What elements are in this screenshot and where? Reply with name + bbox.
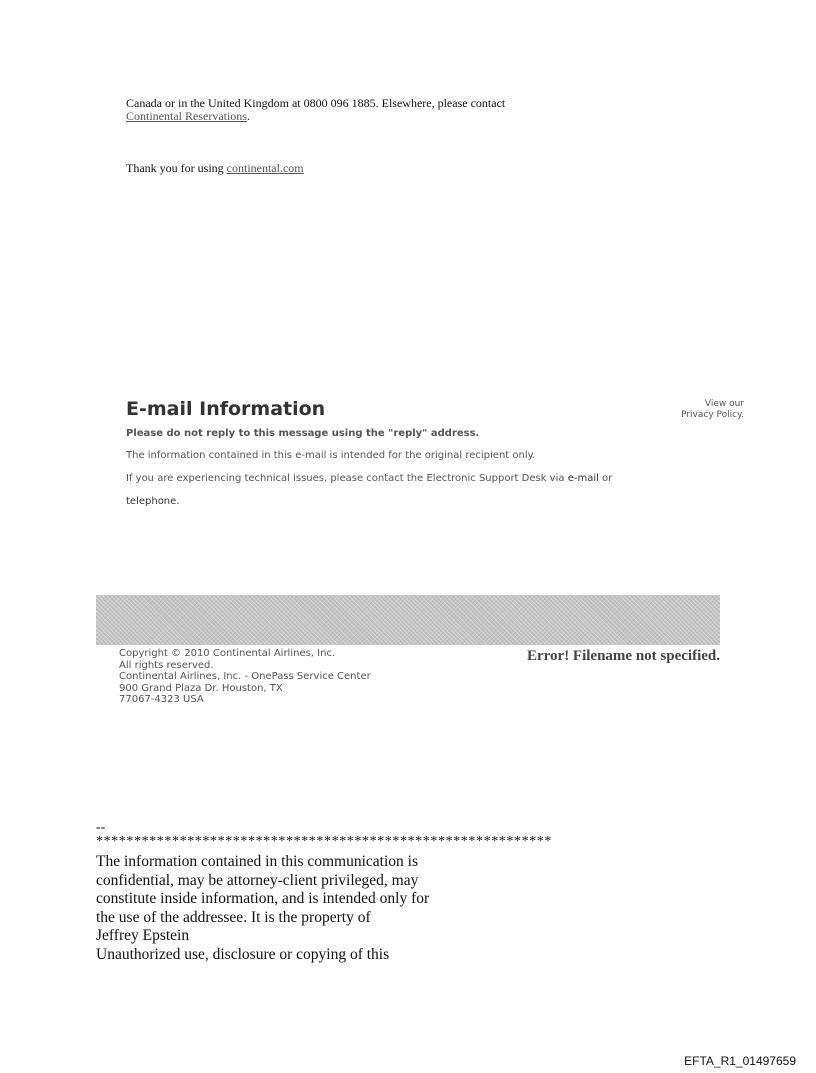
confidentiality-notice (96, 853, 429, 964)
confidentiality-line: the use of the addressee. It is the property of (96, 908, 371, 926)
confidentiality-line: Jeffrey Epstein (96, 927, 190, 944)
signature-stars: ************************************************************ (96, 834, 552, 849)
confidentiality-line: Unauthorized use, disclosure or copying of this (96, 945, 390, 963)
thank-you-line (126, 161, 304, 176)
continental-com-link[interactable]: continental.com (226, 161, 304, 175)
telephone-line (126, 496, 180, 507)
signature-dash: -- (96, 820, 106, 835)
privacy-prefix: View our (704, 399, 744, 409)
confidentiality-line: confidential, may be attorney-client privileged, may (96, 871, 419, 889)
privacy-note (681, 399, 744, 421)
privacy-suffix: . (741, 410, 744, 420)
reservations-sentence: Canada or in the United Kingdom at 0800 096 1885. Elsewhere, please contact (126, 96, 506, 110)
technical-prefix: If you are experiencing technical issues, please contact the Electronic Support Desk via (126, 473, 568, 484)
service-center-line: Continental Airlines, Inc. - OnePass Service Center (119, 671, 371, 682)
email-information-heading: E-mail Information (126, 398, 326, 420)
privacy-policy-link[interactable]: Privacy Policy (681, 410, 742, 420)
technical-or: or (598, 473, 613, 484)
intended-recipient-notice: The information contained in this e-mail is intended for the original recipient only. (126, 450, 536, 461)
telephone-suffix: . (176, 496, 180, 507)
technical-issues-notice (126, 473, 612, 484)
confidentiality-line: The information contained in this communication is (96, 853, 418, 870)
support-email-link[interactable]: e-mail (567, 473, 599, 484)
thank-you-text: Thank you for using (126, 161, 227, 175)
zip-line: 77067-4323 USA (119, 694, 204, 705)
footer-banner-image (96, 595, 720, 645)
error-filename-text: Error! Filename not specified. (526, 648, 720, 664)
copyright-line: Copyright © 2010 Continental Airlines, Inc. (119, 648, 336, 659)
copyright-block (119, 648, 371, 706)
reservations-text (126, 97, 686, 123)
support-telephone-link[interactable]: telephone (126, 496, 177, 507)
rights-line: All rights reserved. (119, 659, 214, 671)
no-reply-notice: Please do not reply to this message using the "reply" address. (126, 428, 480, 439)
document-id: EFTA_R1_01497659 (684, 1054, 796, 1068)
reservations-period: . (246, 109, 250, 123)
confidentiality-line: constitute inside information, and is intended only for (96, 890, 430, 907)
continental-reservations-link[interactable]: Continental Reservations (126, 109, 247, 123)
address-line: 900 Grand Plaza Dr. Houston, TX (119, 682, 283, 694)
